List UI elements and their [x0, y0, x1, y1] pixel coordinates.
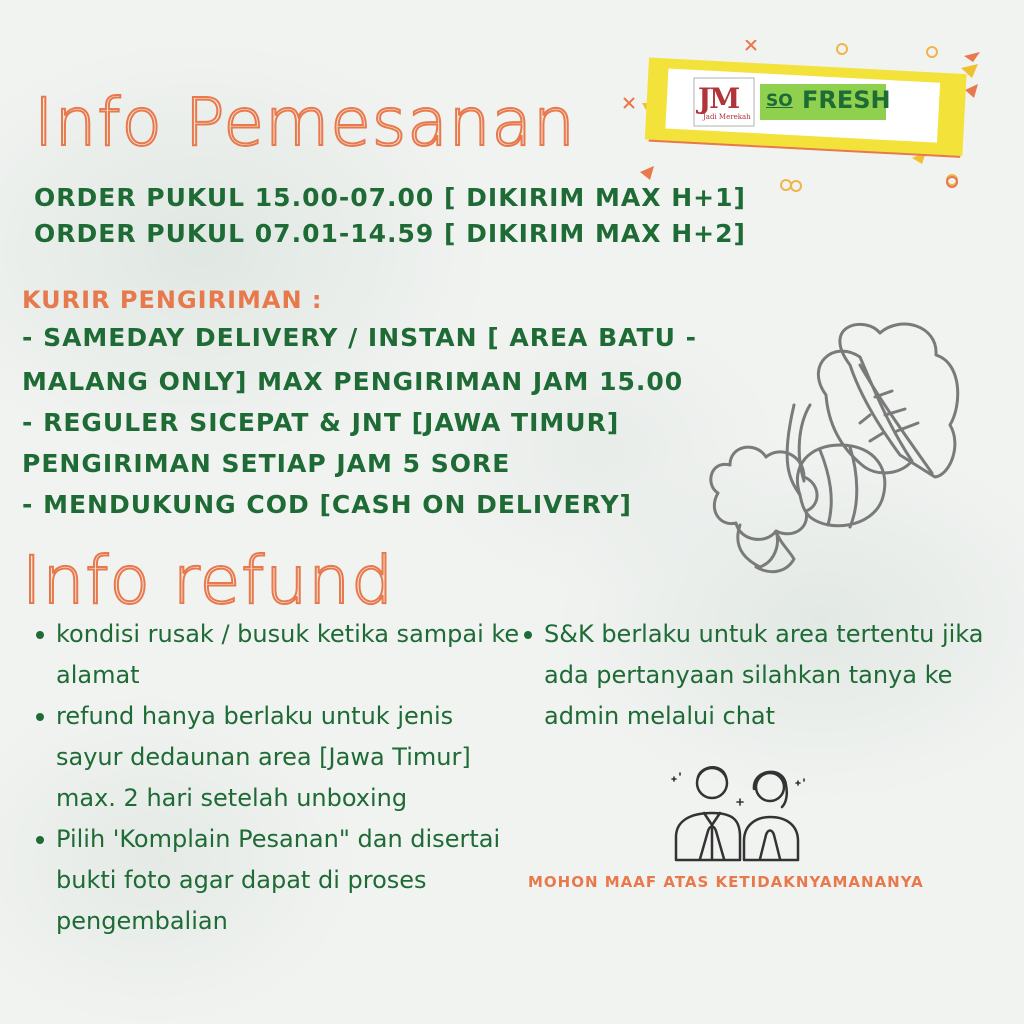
- courier-line: - REGULER SICEPAT & JNT [JAWA TIMUR]: [22, 408, 620, 437]
- apology-message: MOHON MAAF ATAS KETIDAKNYAMANANYA: [528, 873, 924, 891]
- bullet-icon: [36, 631, 44, 639]
- brand-logo-initials: JM: [698, 82, 739, 115]
- courier-heading: KURIR PENGIRIMAN :: [22, 286, 323, 314]
- bullet-icon: [524, 631, 532, 639]
- list-item-text: Pilih 'Komplain Pesanan" dan disertai bukti foto agar dapat di proses pengembalian: [56, 825, 501, 935]
- courier-line: MALANG ONLY] MAX PENGIRIMAN JAM 15.00: [22, 367, 684, 396]
- order-schedule-line: ORDER PUKUL 07.01-14.59 [ DIKIRIM MAX H+2]: [34, 219, 746, 248]
- courier-line: - MENDUKUNG COD [CASH ON DELIVERY]: [22, 490, 632, 519]
- refund-info-title: Info refund: [22, 542, 394, 619]
- brand-logo-subtitle: Jadi Merekah: [703, 113, 751, 121]
- bullet-icon: [36, 713, 44, 721]
- terms-list: [518, 614, 998, 737]
- bullet-icon: [36, 836, 44, 844]
- order-info-title: Info Pemesanan: [34, 84, 576, 161]
- brand-fresh-label: FRESH: [802, 86, 891, 114]
- list-item-text: S&K berlaku untuk area tertentu jika ada pertanyaan silahkan tanya ke admin melalui chat: [544, 620, 984, 730]
- courier-line: - SAMEDAY DELIVERY / INSTAN [ AREA BATU -: [22, 323, 697, 352]
- list-item: [30, 614, 520, 696]
- courier-line: PENGIRIMAN SETIAP JAM 5 SORE: [22, 449, 511, 478]
- brand-banner: [610, 40, 1010, 200]
- refund-conditions-list: [30, 614, 520, 942]
- greeting-couple-illustration: [660, 755, 820, 865]
- list-item: [30, 819, 520, 942]
- brand-so-label: SO: [766, 91, 793, 111]
- list-item-text: refund hanya berlaku untuk jenis sayur dedaunan area [Jawa Timur] max. 2 hari setelah unboxing: [56, 702, 471, 812]
- vegetables-illustration: [700, 305, 970, 585]
- list-item-text: kondisi rusak / busuk ketika sampai ke alamat: [56, 620, 520, 689]
- list-item: [518, 614, 998, 737]
- list-item: [30, 696, 520, 819]
- order-schedule-line: ORDER PUKUL 15.00-07.00 [ DIKIRIM MAX H+1]: [34, 183, 746, 212]
